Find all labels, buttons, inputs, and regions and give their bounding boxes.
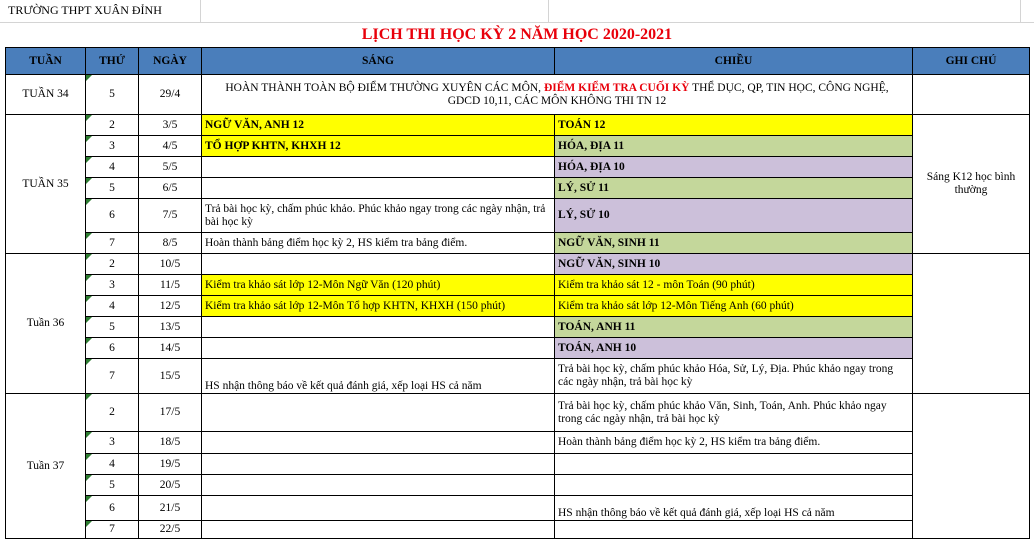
date-cell[interactable]: 5/5 bbox=[139, 157, 202, 178]
table-row bbox=[6, 199, 1030, 233]
date-cell[interactable]: 13/5 bbox=[139, 317, 202, 338]
day-cell[interactable]: 2 bbox=[86, 394, 139, 432]
morning-cell[interactable]: NGỮ VĂN, ANH 12 bbox=[202, 115, 555, 136]
afternoon-cell[interactable]: HS nhận thông báo về kết quả đánh giá, xếp loại HS cả năm bbox=[555, 496, 913, 521]
morning-cell[interactable] bbox=[202, 254, 555, 275]
table-row bbox=[6, 521, 1030, 539]
day-cell[interactable]: 3 bbox=[86, 432, 139, 454]
schedule-title[interactable]: LỊCH THI HỌC KỲ 2 NĂM HỌC 2020-2021 bbox=[361, 26, 673, 43]
day-cell[interactable]: 2 bbox=[86, 115, 139, 136]
table-row bbox=[6, 317, 1030, 338]
afternoon-cell[interactable]: HÓA, ĐỊA 11 bbox=[555, 136, 913, 157]
afternoon-cell[interactable]: TOÁN, ANH 11 bbox=[555, 317, 913, 338]
date-cell[interactable]: 10/5 bbox=[139, 254, 202, 275]
table-row bbox=[6, 454, 1030, 475]
afternoon-cell[interactable]: TOÁN, ANH 10 bbox=[555, 338, 913, 359]
merged-note-cell[interactable] bbox=[202, 75, 913, 115]
date-cell[interactable]: 21/5 bbox=[139, 496, 202, 521]
morning-cell[interactable] bbox=[202, 521, 555, 539]
afternoon-cell[interactable]: TOÁN 12 bbox=[555, 115, 913, 136]
afternoon-cell[interactable] bbox=[555, 521, 913, 539]
col-morning-header[interactable]: SÁNG bbox=[202, 48, 555, 75]
day-cell[interactable]: 5 bbox=[86, 178, 139, 199]
date-cell[interactable]: 11/5 bbox=[139, 275, 202, 296]
note-cell[interactable]: Sáng K12 học bình thường bbox=[913, 115, 1030, 254]
date-cell[interactable]: 15/5 bbox=[139, 359, 202, 394]
day-cell[interactable]: 5 bbox=[86, 75, 139, 115]
note-text: THỂ DỤC, QP, TIN HỌC, CÔNG NGHỆ, bbox=[689, 81, 889, 94]
morning-cell[interactable] bbox=[202, 496, 555, 521]
day-cell[interactable]: 7 bbox=[86, 233, 139, 254]
table-row bbox=[6, 296, 1030, 317]
week-cell[interactable]: Tuần 36 bbox=[6, 254, 86, 394]
table-row bbox=[6, 359, 1030, 394]
table-row bbox=[6, 496, 1030, 521]
afternoon-cell[interactable] bbox=[555, 475, 913, 496]
day-cell[interactable]: 3 bbox=[86, 136, 139, 157]
col-day-header[interactable]: THỨ bbox=[86, 48, 139, 75]
col-afternoon-header[interactable]: CHIỀU bbox=[555, 48, 913, 75]
day-cell[interactable]: 7 bbox=[86, 359, 139, 394]
afternoon-cell[interactable]: NGỮ VĂN, SINH 10 bbox=[555, 254, 913, 275]
day-cell[interactable]: 5 bbox=[86, 317, 139, 338]
table-row bbox=[6, 475, 1030, 496]
afternoon-cell[interactable]: Kiểm tra khảo sát lớp 12-Môn Tiếng Anh (60 phút) bbox=[555, 296, 913, 317]
day-cell[interactable]: 6 bbox=[86, 496, 139, 521]
date-cell[interactable]: 14/5 bbox=[139, 338, 202, 359]
table-row bbox=[6, 254, 1030, 275]
note-cell[interactable] bbox=[913, 75, 1030, 115]
afternoon-cell[interactable]: LÝ, SỬ 11 bbox=[555, 178, 913, 199]
day-cell[interactable]: 4 bbox=[86, 296, 139, 317]
grid-line bbox=[548, 0, 549, 22]
day-cell[interactable]: 5 bbox=[86, 475, 139, 496]
col-week-header[interactable]: TUẦN bbox=[6, 48, 86, 75]
morning-cell[interactable] bbox=[202, 475, 555, 496]
morning-cell[interactable]: Kiểm tra khảo sát lớp 12-Môn Tổ hợp KHTN, KHXH (150 phút) bbox=[202, 296, 555, 317]
note-text: HOÀN THÀNH TOÀN BỘ ĐIỂM THƯỜNG XUYÊN CÁC MÔN, bbox=[225, 81, 544, 94]
date-cell[interactable]: 17/5 bbox=[139, 394, 202, 432]
morning-cell[interactable]: TỔ HỢP KHTN, KHXH 12 bbox=[202, 136, 555, 157]
date-cell[interactable]: 22/5 bbox=[139, 521, 202, 539]
afternoon-cell[interactable]: NGỮ VĂN, SINH 11 bbox=[555, 233, 913, 254]
table-row bbox=[6, 157, 1030, 178]
afternoon-cell[interactable]: Kiểm tra khảo sát 12 - môn Toán (90 phút) bbox=[555, 275, 913, 296]
date-cell[interactable]: 7/5 bbox=[139, 199, 202, 233]
day-cell[interactable]: 7 bbox=[86, 521, 139, 539]
date-cell[interactable]: 4/5 bbox=[139, 136, 202, 157]
date-cell[interactable]: 18/5 bbox=[139, 432, 202, 454]
day-cell[interactable]: 2 bbox=[86, 254, 139, 275]
afternoon-cell[interactable]: Trả bài học kỳ, chấm phúc khảo Hóa, Sử, Lý, Địa. Phúc khảo ngay trong các ngày nhận, trả bài học kỳ bbox=[555, 359, 913, 394]
date-cell[interactable]: 6/5 bbox=[139, 178, 202, 199]
day-cell[interactable]: 6 bbox=[86, 199, 139, 233]
table-row bbox=[6, 136, 1030, 157]
table-row bbox=[6, 233, 1030, 254]
date-cell[interactable]: 12/5 bbox=[139, 296, 202, 317]
col-date-header[interactable]: NGÀY bbox=[139, 48, 202, 75]
date-cell[interactable]: 19/5 bbox=[139, 454, 202, 475]
table-row bbox=[6, 394, 1030, 432]
week-cell[interactable]: TUẦN 35 bbox=[6, 115, 86, 254]
afternoon-cell[interactable]: HÓA, ĐỊA 10 bbox=[555, 157, 913, 178]
date-cell[interactable]: 3/5 bbox=[139, 115, 202, 136]
morning-cell[interactable]: Trả bài học kỳ, chấm phúc khảo. Phúc khảo ngay trong các ngày nhận, trả bài học kỳ bbox=[202, 199, 555, 233]
morning-cell[interactable] bbox=[202, 157, 555, 178]
note-cell[interactable] bbox=[913, 254, 1030, 394]
table-row bbox=[6, 432, 1030, 454]
grid-line bbox=[1020, 0, 1021, 22]
note-highlight-text: ĐIỂM KIỂM TRA CUỐI KỲ bbox=[543, 81, 690, 94]
afternoon-cell[interactable] bbox=[555, 454, 913, 475]
week-cell[interactable]: TUẦN 34 bbox=[6, 75, 86, 115]
day-cell[interactable]: 3 bbox=[86, 275, 139, 296]
morning-cell[interactable]: HS nhận thông báo về kết quả đánh giá, xếp loại HS cả năm bbox=[202, 359, 555, 394]
table-row bbox=[6, 275, 1030, 296]
afternoon-cell[interactable]: Trả bài học kỳ, chấm phúc khảo Văn, Sinh, Toán, Anh. Phúc khảo ngay trong các ngày nhận, trả bài học kỳ bbox=[555, 394, 913, 432]
morning-cell[interactable] bbox=[202, 338, 555, 359]
day-cell[interactable]: 4 bbox=[86, 157, 139, 178]
morning-cell[interactable] bbox=[202, 317, 555, 338]
day-cell[interactable]: 4 bbox=[86, 454, 139, 475]
date-cell[interactable]: 8/5 bbox=[139, 233, 202, 254]
table-row bbox=[6, 115, 1030, 136]
exam-schedule-table bbox=[5, 47, 1030, 539]
afternoon-cell[interactable]: Hoàn thành bảng điểm học kỳ 2, HS kiểm tra bảng điểm. bbox=[555, 432, 913, 454]
morning-cell[interactable] bbox=[202, 432, 555, 454]
table-row bbox=[6, 75, 1030, 115]
morning-cell[interactable]: Hoàn thành bảng điểm học kỳ 2, HS kiểm tra bảng điểm. bbox=[202, 233, 555, 254]
afternoon-cell[interactable]: LÝ, SỬ 10 bbox=[555, 199, 913, 233]
header-row bbox=[6, 48, 1030, 75]
day-cell[interactable]: 6 bbox=[86, 338, 139, 359]
morning-cell[interactable] bbox=[202, 454, 555, 475]
table-row bbox=[6, 338, 1030, 359]
note-text: GDCD 10,11, CÁC MÔN KHÔNG THI TN 12 bbox=[447, 94, 667, 107]
col-note-header[interactable]: GHI CHÚ bbox=[913, 48, 1030, 75]
week-cell[interactable]: Tuần 37 bbox=[6, 394, 86, 539]
morning-cell[interactable] bbox=[202, 178, 555, 199]
grid-line bbox=[200, 0, 201, 22]
note-cell[interactable] bbox=[913, 394, 1030, 539]
morning-cell[interactable]: Kiểm tra khảo sát lớp 12-Môn Ngữ Văn (120 phút) bbox=[202, 275, 555, 296]
table-row bbox=[6, 178, 1030, 199]
school-name[interactable]: TRƯỜNG THPT XUÂN ĐỈNH bbox=[8, 3, 162, 17]
morning-cell[interactable] bbox=[202, 394, 555, 432]
date-cell[interactable]: 29/4 bbox=[139, 75, 202, 115]
date-cell[interactable]: 20/5 bbox=[139, 475, 202, 496]
